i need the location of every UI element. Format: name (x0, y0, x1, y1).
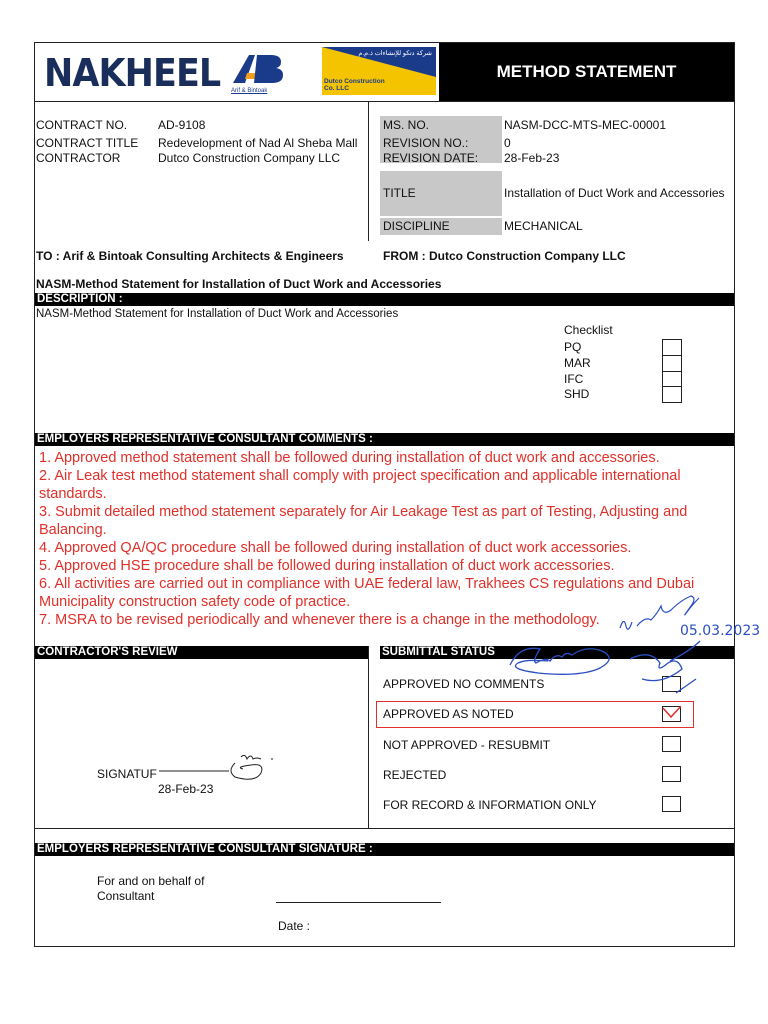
handwritten-date: 05.03.2023 (680, 623, 761, 639)
ms-no-label: MS. NO. (383, 118, 430, 132)
checkbox-approved-as-noted[interactable] (662, 706, 681, 722)
ms-no-value: NASM-DCC-MTS-MEC-00001 (504, 118, 667, 132)
approval-signature (500, 639, 710, 699)
status-for-record: FOR RECORD & INFORMATION ONLY (383, 798, 597, 812)
dutco-logo-english: Dutco Construction Co. LLC (324, 78, 385, 92)
to-line: TO : Arif & Bintoak Consulting Architects & Engineers (36, 249, 344, 263)
nakheel-logo: NAKHEEL (44, 51, 221, 95)
comment-item: 1. Approved method statement shall be followed during installation of duct work and accessories. (39, 450, 660, 466)
checkbox-rejected[interactable] (662, 766, 681, 782)
checkbox-mar[interactable] (662, 355, 682, 372)
page-title: METHOD STATEMENT (496, 62, 677, 81)
date-label: Date : (278, 919, 311, 933)
consultant-label: Consultant (97, 889, 155, 903)
checklist-item-shd: SHD (564, 387, 590, 401)
contract-no-label: CONTRACT NO. (36, 118, 128, 132)
revision-date-label: REVISION DATE: (383, 151, 479, 165)
status-approved-no-comments: APPROVED NO COMMENTS (383, 677, 545, 691)
comment-item: 6. All activities are carried out in compliance with UAE federal law, Trakhees CS regulations and Dubai Municipality construction safety code of practice. (39, 576, 695, 610)
status-not-approved: NOT APPROVED - RESUBMIT (383, 738, 551, 752)
contract-title-label: CONTRACT TITLE (36, 136, 139, 150)
status-rejected: REJECTED (383, 768, 447, 782)
submittal-status-heading: SUBMITTAL STATUS (380, 646, 734, 659)
signature-line (276, 902, 441, 903)
discipline-value: MECHANICAL (504, 219, 583, 233)
comment-item: 4. Approved QA/QC procedure shall be followed during installation of duct work accessories. (39, 540, 632, 556)
checklist-item-pq: PQ (564, 340, 582, 354)
comment-item: 5. Approved HSE procedure shall be followed during installation of duct work accessories. (39, 558, 615, 574)
contractors-review-heading: CONTRACTOR'S REVIEW (35, 646, 368, 659)
contractor-label: CONTRACTOR (36, 151, 121, 165)
approved-as-noted-highlight (376, 701, 694, 728)
dutco-logo (322, 47, 436, 95)
subject-line: NASM-Method Statement for Installation of Duct Work and Accessories (36, 277, 442, 291)
from-line: FROM : Dutco Construction Company LLC (383, 249, 626, 263)
dutco-logo-arabic: شركة دتكو للإنشاءات ذ.م.م (358, 50, 432, 57)
comment-item: 3. Submit detailed method statement separately for Air Leakage Test as part of Testing, Adjusting and Balancing. (39, 504, 688, 538)
revision-date-value: 28-Feb-23 (504, 151, 560, 165)
arif-bintoak-logo-text: Arif & Bintoak (231, 88, 268, 94)
revision-no-label: REVISION NO.: (383, 136, 469, 150)
description-text: NASM-Method Statement for Installation of Duct Work and Accessories (36, 308, 399, 320)
comments-heading: EMPLOYERS REPRESENTATIVE CONSULTANT COMMENTS : (35, 433, 734, 446)
consultant-signature-heading: EMPLOYERS REPRESENTATIVE CONSULTANT SIGNATURE : (35, 843, 734, 856)
discipline-label: DISCIPLINE (383, 219, 450, 233)
revision-no-value: 0 (504, 136, 511, 150)
arif-bintoak-logo (231, 51, 283, 95)
checkbox-pq[interactable] (662, 339, 682, 356)
description-heading: DESCRIPTION : (35, 293, 734, 306)
title-value: Installation of Duct Work and Accessories (504, 186, 725, 200)
comment-item: 7. MSRA to be revised periodically and whenever there is a change in the methodology. (39, 612, 600, 628)
title-label: TITLE (383, 186, 416, 200)
checkbox-shd[interactable] (662, 386, 682, 403)
checkbox-for-record[interactable] (662, 796, 681, 812)
divider (368, 101, 369, 241)
checkmark-icon (662, 706, 681, 722)
contractor-date: 28-Feb-23 (158, 782, 214, 796)
comment-item: 2. Air Leak test method statement shall comply with project specification and applicable international standards. (39, 468, 681, 502)
status-approved-as-noted: APPROVED AS NOTED (383, 707, 514, 721)
on-behalf-label: For and on behalf of (97, 874, 205, 888)
checklist-label: Checklist (564, 323, 613, 337)
checklist-item-mar: MAR (564, 356, 591, 370)
contractor-value: Dutco Construction Company LLC (158, 151, 341, 165)
method-statement-form (34, 42, 761, 947)
contract-title-value: Redevelopment of Nad Al Sheba Mall (158, 136, 358, 150)
method-statement-title-bar (439, 43, 734, 101)
checklist-item-ifc: IFC (564, 372, 584, 386)
contractor-signature (155, 749, 295, 785)
divider (35, 828, 734, 829)
divider (368, 646, 369, 828)
divider (35, 101, 734, 102)
contract-no-value: AD-9108 (158, 118, 206, 132)
signature-label: SIGNATUF (97, 767, 157, 781)
checkbox-not-approved[interactable] (662, 736, 681, 752)
